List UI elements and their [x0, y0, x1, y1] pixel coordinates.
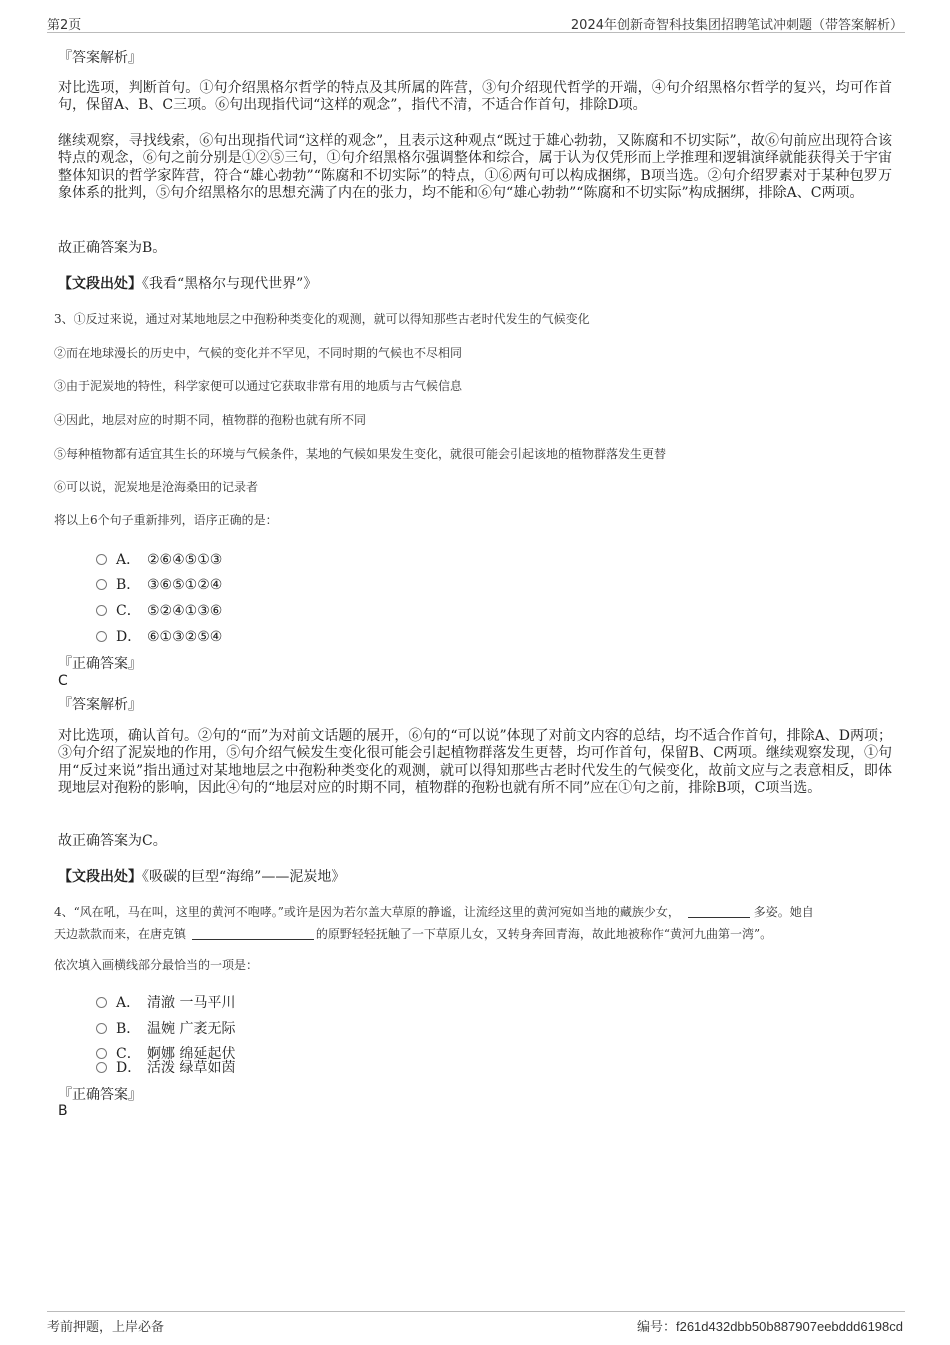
answer-tag: 『正确答案』	[58, 1087, 142, 1103]
option-b[interactable]: B． 温婉 广袤无际	[96, 1018, 235, 1036]
conclusion: 故正确答案为B。	[58, 240, 167, 256]
answer-tag: 『正确答案』	[58, 656, 142, 672]
analysis-tag: 『答案解析』	[58, 50, 142, 66]
option-c[interactable]: C． 婀娜 绵延起伏	[96, 1043, 235, 1061]
source-title: 《我看“黑格尔与现代世界”》	[142, 276, 318, 292]
question-prompt: 依次填入画横线部分最恰当的一项是：	[54, 958, 259, 972]
analysis-paragraph: 对比选项，判断首句。①句介绍黑格尔哲学的特点及其所属的阵营，③句介绍现代哲学的开端，④句介绍黑格尔哲学的复兴，均可作首句，保留A、B、C三项。⑥句出现指代词“这样的观念”，指代不清，不适合作首句，排除D项。	[58, 80, 892, 114]
analysis-paragraph: 继续观察，寻找线索，⑥句出现指代词“这样的观念”，且表示这种观点“既过于雄心勃勃，又陈腐和不切实际”，故⑥句前应出现符合该特点的观念，⑥句之前分别是①②⑤三句，①句介绍黑格尔强调整体和综合，属于认为仅凭形而上学推理和逻辑演绎就能获得关于宇宙整体知识的哲学家阵营，符合“雄心勃勃”“陈腐和不切实际”的特点，①⑥两句可以构成捆绑，B项当选。②句介绍罗素对于某种包罗万象体系的批判，⑤句介绍黑格尔的思想充满了内在的张力，均不能和⑥句“雄心勃勃”“陈腐和不切实际”构成捆绑，排除A、C两项。	[58, 133, 892, 201]
page-footer	[47, 1311, 905, 1335]
option-d[interactable]: D． ⑥①③②⑤④	[96, 626, 222, 644]
question-sentence: ②而在地球漫长的历史中，气候的变化并不罕见，不同时期的气候也不尽相同	[54, 346, 463, 360]
analysis-tag: 『答案解析』	[58, 697, 142, 713]
source-citation	[58, 273, 317, 293]
option-d[interactable]: D． 活泼 绿草如茵	[96, 1057, 235, 1075]
footer-slogan: 考前押题，上岸必备	[47, 1320, 165, 1335]
page-number: 第2页	[47, 18, 82, 33]
correct-answer: B	[58, 1103, 68, 1119]
option-b[interactable]: B． ③⑥⑤①②④	[96, 574, 222, 592]
question-sentence: 3、①反过来说，通过对某地地层之中孢粉种类变化的观测，就可以得知那些古老时代发生的气候变化	[54, 312, 590, 326]
source-label: 【文段出处】	[58, 276, 142, 292]
source-citation	[58, 866, 345, 886]
radio-button[interactable]	[96, 1023, 107, 1034]
source-label: 【文段出处】	[58, 869, 142, 885]
radio-button[interactable]	[96, 579, 107, 590]
radio-button[interactable]	[96, 605, 107, 616]
conclusion: 故正确答案为C。	[58, 833, 167, 849]
question-sentence: ⑤每种植物都有适宜其生长的环境与气候条件，某地的气候如果发生变化，就很可能会引起该地的植物群落发生更替	[54, 447, 667, 461]
correct-answer: C	[58, 673, 68, 689]
option-c[interactable]: C． ⑤②④①③⑥	[96, 600, 222, 618]
radio-button[interactable]	[96, 554, 107, 565]
option-a[interactable]: A． ②⑥④⑤①③	[96, 549, 222, 567]
source-title: 《吸碳的巨型“海绵”——泥炭地》	[142, 869, 346, 885]
fill-blank	[688, 907, 750, 918]
radio-button[interactable]	[96, 997, 107, 1008]
radio-button[interactable]	[96, 631, 107, 642]
option-a[interactable]: A． 清澈 一马平川	[96, 992, 235, 1010]
question-sentence: ③由于泥炭地的特性，科学家便可以通过它获取非常有用的地质与古气候信息	[54, 379, 463, 393]
radio-button[interactable]	[96, 1062, 107, 1073]
fill-blank	[192, 929, 314, 940]
page-header	[47, 12, 905, 33]
question-sentence: ④因此，地层对应的时期不同，植物群的孢粉也就有所不同	[54, 413, 367, 427]
question-sentence: ⑥可以说，泥炭地是沧海桑田的记录者	[54, 480, 259, 494]
analysis-paragraph: 对比选项，确认首句。②句的“而”为对前文话题的展开，⑥句的“可以说”体现了对前文内容的总结，均不适合作首句，排除A、D两项；③句介绍了泥炭地的作用，⑤句介绍气候发生变化很可能会引起植物群落发生更替，均可作首句，保留B、C两项。继续观察发现，①句用“反过来说”指出通过对某地地层之中孢粉种类变化的观测，就可以得知那些古老时代发生的气候变化，故前文应与之表意相反，即体现地层对孢粉的影响，因此④句的“地层对应的时期不同，植物群的孢粉也就有所不同”应在①句之前，排除B项，C项当选。	[58, 728, 892, 796]
question-text: 4、“风在吼，马在叫，这里的黄河不咆哮。”或许是因为若尔盖大草原的静谧，让流经这里的黄河宛如当地的藏族少女， 多姿。她自 天边款款而来，在唐克镇 的原野轻轻抚触了一下草原儿女，又转身奔回青海，故此地被称作“黄河九曲第一湾”。	[54, 905, 814, 941]
document-code: 编号：f261d432dbb50b887907eebddd6198cd	[636, 1319, 903, 1335]
document-title: 2024年创新奇智科技集团招聘笔试冲刺题（带答案解析）	[570, 18, 903, 33]
question-prompt: 将以上6个句子重新排列，语序正确的是：	[54, 513, 278, 527]
